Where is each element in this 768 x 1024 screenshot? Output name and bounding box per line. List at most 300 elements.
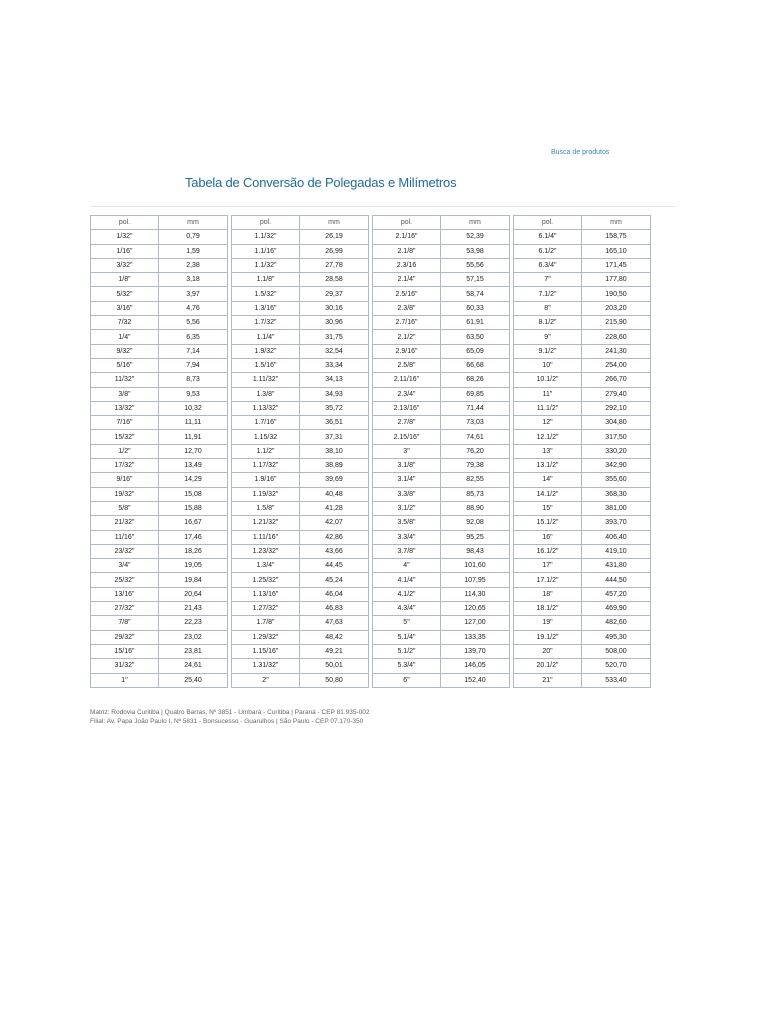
inch-cell: 13"	[514, 444, 582, 458]
table-row	[91, 516, 228, 530]
mm-cell: 44,45	[300, 559, 369, 573]
inch-cell: 1.1/32"	[232, 230, 300, 244]
mm-cell: 133,35	[441, 630, 510, 644]
mm-cell: 10,32	[159, 401, 228, 415]
table-row	[514, 401, 651, 415]
table-row	[232, 516, 369, 530]
table-row	[373, 387, 510, 401]
inch-cell: 1.11/16"	[232, 530, 300, 544]
mm-cell: 61,91	[441, 316, 510, 330]
column-header-inch: pol.	[373, 216, 441, 230]
divider	[90, 206, 676, 207]
mm-cell: 40,48	[300, 487, 369, 501]
table-row	[91, 644, 228, 658]
mm-cell: 28,58	[300, 273, 369, 287]
mm-cell: 2,38	[159, 258, 228, 272]
inch-cell: 4.1/4"	[373, 573, 441, 587]
table-header-row	[91, 216, 228, 230]
inch-cell: 5"	[373, 616, 441, 630]
table-row	[373, 602, 510, 616]
inch-cell: 1/8"	[91, 273, 159, 287]
mm-cell: 457,20	[582, 587, 651, 601]
table-row	[514, 444, 651, 458]
table-row	[514, 487, 651, 501]
table-header-row	[373, 216, 510, 230]
table-row	[373, 230, 510, 244]
table-row	[373, 573, 510, 587]
table-row	[91, 659, 228, 673]
table-row	[232, 544, 369, 558]
mm-cell: 50,80	[300, 673, 369, 688]
table-row	[514, 287, 651, 301]
conversion-table-2	[231, 215, 369, 688]
mm-cell: 508,00	[582, 644, 651, 658]
inch-cell: 7/16"	[91, 416, 159, 430]
mm-cell: 58,74	[441, 287, 510, 301]
inch-cell: 7/32	[91, 316, 159, 330]
table-row	[91, 430, 228, 444]
inch-cell: 7/8"	[91, 616, 159, 630]
inch-cell: 2.15/16"	[373, 430, 441, 444]
inch-cell: 23/32"	[91, 544, 159, 558]
mm-cell: 8,73	[159, 373, 228, 387]
inch-cell: 20"	[514, 644, 582, 658]
mm-cell: 18,26	[159, 544, 228, 558]
inch-cell: 6.1/4"	[514, 230, 582, 244]
inch-cell: 15"	[514, 501, 582, 515]
table-row	[232, 258, 369, 272]
mm-cell: 292,10	[582, 401, 651, 415]
mm-cell: 4,76	[159, 301, 228, 315]
inch-cell: 1.3/4"	[232, 559, 300, 573]
table-row	[373, 358, 510, 372]
mm-cell: 203,20	[582, 301, 651, 315]
mm-cell: 330,20	[582, 444, 651, 458]
mm-cell: 38,89	[300, 459, 369, 473]
mm-cell: 304,80	[582, 416, 651, 430]
mm-cell: 158,75	[582, 230, 651, 244]
inch-cell: 11"	[514, 387, 582, 401]
mm-cell: 85,73	[441, 487, 510, 501]
mm-cell: 12,70	[159, 444, 228, 458]
footer-line-matriz: Matriz: Rodovia Curitiba | Quatro Barras, Nº 3851 - Umbará - Curitiba | Paraná - CEP 81.935-002	[90, 709, 370, 716]
mm-cell: 73,03	[441, 416, 510, 430]
inch-cell: 1.29/32"	[232, 630, 300, 644]
table-row	[91, 487, 228, 501]
mm-cell: 60,33	[441, 301, 510, 315]
inch-cell: 3.1/8"	[373, 459, 441, 473]
inch-cell: 18"	[514, 587, 582, 601]
table-row	[373, 430, 510, 444]
mm-cell: 9,53	[159, 387, 228, 401]
mm-cell: 7,94	[159, 358, 228, 372]
mm-cell: 41,28	[300, 501, 369, 515]
table-row	[514, 301, 651, 315]
table-row	[232, 673, 369, 688]
table-row	[91, 273, 228, 287]
table-row	[514, 501, 651, 515]
inch-cell: 1.7/32"	[232, 316, 300, 330]
mm-cell: 37,31	[300, 430, 369, 444]
table-row	[91, 416, 228, 430]
mm-cell: 139,70	[441, 644, 510, 658]
table-row	[232, 530, 369, 544]
table-row	[232, 387, 369, 401]
table-row	[91, 616, 228, 630]
mm-cell: 190,50	[582, 287, 651, 301]
footer-address	[90, 708, 369, 726]
inch-cell: 2.7/16"	[373, 316, 441, 330]
inch-cell: 15/32"	[91, 430, 159, 444]
mm-cell: 146,05	[441, 659, 510, 673]
table-row	[232, 501, 369, 515]
column-header-mm: mm	[441, 216, 510, 230]
conversion-table-3	[372, 215, 510, 688]
table-row	[91, 459, 228, 473]
mm-cell: 495,30	[582, 630, 651, 644]
inch-cell: 1"	[91, 673, 159, 688]
inch-cell: 1/32"	[91, 230, 159, 244]
inch-cell: 19/32"	[91, 487, 159, 501]
mm-cell: 31,75	[300, 330, 369, 344]
table-row	[373, 373, 510, 387]
inch-cell: 16"	[514, 530, 582, 544]
conversion-table-4	[513, 215, 651, 688]
inch-cell: 9/16"	[91, 473, 159, 487]
mm-cell: 53,98	[441, 244, 510, 258]
inch-cell: 7"	[514, 273, 582, 287]
column-header-mm: mm	[159, 216, 228, 230]
table-row	[373, 544, 510, 558]
mm-cell: 49,21	[300, 644, 369, 658]
table-row	[232, 273, 369, 287]
inch-cell: 25/32"	[91, 573, 159, 587]
table-row	[373, 301, 510, 315]
table-row	[91, 401, 228, 415]
mm-cell: 25,40	[159, 673, 228, 688]
conversion-tables	[90, 215, 649, 688]
inch-cell: 20.1/2"	[514, 659, 582, 673]
table-row	[514, 530, 651, 544]
table-row	[373, 287, 510, 301]
table-row	[514, 230, 651, 244]
mm-cell: 22,23	[159, 616, 228, 630]
mm-cell: 533,40	[582, 673, 651, 688]
inch-cell: 1.7/16"	[232, 416, 300, 430]
table-row	[514, 244, 651, 258]
inch-cell: 6"	[373, 673, 441, 688]
mm-cell: 98,43	[441, 544, 510, 558]
table-row	[514, 387, 651, 401]
table-row	[232, 330, 369, 344]
table-row	[373, 644, 510, 658]
inch-cell: 3.3/8"	[373, 487, 441, 501]
column-header-inch: pol.	[514, 216, 582, 230]
mm-cell: 26,19	[300, 230, 369, 244]
mm-cell: 171,45	[582, 258, 651, 272]
table-row	[232, 244, 369, 258]
mm-cell: 7,14	[159, 344, 228, 358]
inch-cell: 31/32"	[91, 659, 159, 673]
mm-cell: 431,80	[582, 559, 651, 573]
table-row	[232, 430, 369, 444]
table-row	[373, 473, 510, 487]
inch-cell: 12.1/2"	[514, 430, 582, 444]
mm-cell: 52,39	[441, 230, 510, 244]
table-row	[91, 287, 228, 301]
mm-cell: 76,20	[441, 444, 510, 458]
inch-cell: 1.7/8"	[232, 616, 300, 630]
table-row	[514, 516, 651, 530]
mm-cell: 74,61	[441, 430, 510, 444]
table-row	[373, 316, 510, 330]
table-row	[232, 344, 369, 358]
inch-cell: 5/8"	[91, 501, 159, 515]
mm-cell: 279,40	[582, 387, 651, 401]
mm-cell: 82,55	[441, 473, 510, 487]
inch-cell: 1/4"	[91, 330, 159, 344]
mm-cell: 34,93	[300, 387, 369, 401]
inch-cell: 14.1/2"	[514, 487, 582, 501]
table-row	[232, 630, 369, 644]
mm-cell: 0,79	[159, 230, 228, 244]
mm-cell: 30,96	[300, 316, 369, 330]
mm-cell: 88,90	[441, 501, 510, 515]
table-row	[91, 373, 228, 387]
mm-cell: 228,60	[582, 330, 651, 344]
inch-cell: 2.1/4"	[373, 273, 441, 287]
inch-cell: 3.1/4"	[373, 473, 441, 487]
mm-cell: 469,90	[582, 602, 651, 616]
table-row	[373, 587, 510, 601]
mm-cell: 520,70	[582, 659, 651, 673]
mm-cell: 24,61	[159, 659, 228, 673]
table-row	[514, 587, 651, 601]
inch-cell: 3/16"	[91, 301, 159, 315]
mm-cell: 27,78	[300, 258, 369, 272]
inch-cell: 10"	[514, 358, 582, 372]
table-row	[514, 316, 651, 330]
table-row	[91, 501, 228, 515]
table-row	[373, 344, 510, 358]
table-row	[232, 373, 369, 387]
mm-cell: 6,35	[159, 330, 228, 344]
table-row	[514, 602, 651, 616]
mm-cell: 79,38	[441, 459, 510, 473]
table-row	[232, 644, 369, 658]
inch-cell: 2.9/16"	[373, 344, 441, 358]
inch-cell: 19"	[514, 616, 582, 630]
mm-cell: 42,07	[300, 516, 369, 530]
column-header-inch: pol.	[91, 216, 159, 230]
inch-cell: 2.1/2"	[373, 330, 441, 344]
inch-cell: 2.13/16"	[373, 401, 441, 415]
inch-cell: 5.3/4"	[373, 659, 441, 673]
table-row	[91, 358, 228, 372]
mm-cell: 381,00	[582, 501, 651, 515]
table-row	[514, 273, 651, 287]
inch-cell: 1.3/8"	[232, 387, 300, 401]
table-row	[373, 659, 510, 673]
table-row	[91, 530, 228, 544]
mm-cell: 30,16	[300, 301, 369, 315]
inch-cell: 29/32"	[91, 630, 159, 644]
inch-cell: 1.5/32"	[232, 287, 300, 301]
mm-cell: 444,50	[582, 573, 651, 587]
inch-cell: 5.1/2"	[373, 644, 441, 658]
table-row	[514, 659, 651, 673]
table-row	[514, 358, 651, 372]
inch-cell: 1/16"	[91, 244, 159, 258]
inch-cell: 15.1/2"	[514, 516, 582, 530]
inch-cell: 2.3/8"	[373, 301, 441, 315]
inch-cell: 1.25/32"	[232, 573, 300, 587]
column-header-mm: mm	[582, 216, 651, 230]
inch-cell: 6.1/2"	[514, 244, 582, 258]
search-products-link[interactable]: Busca de produtos	[551, 149, 610, 156]
inch-cell: 11/32"	[91, 373, 159, 387]
table-row	[232, 487, 369, 501]
table-row	[373, 616, 510, 630]
table-row	[232, 587, 369, 601]
mm-cell: 1,59	[159, 244, 228, 258]
inch-cell: 2.11/16"	[373, 373, 441, 387]
mm-cell: 43,66	[300, 544, 369, 558]
mm-cell: 38,10	[300, 444, 369, 458]
mm-cell: 50,01	[300, 659, 369, 673]
table-row	[514, 630, 651, 644]
inch-cell: 2.7/8"	[373, 416, 441, 430]
inch-cell: 1.1/4"	[232, 330, 300, 344]
inch-cell: 1.31/32"	[232, 659, 300, 673]
inch-cell: 21/32"	[91, 516, 159, 530]
table-row	[514, 430, 651, 444]
inch-cell: 1.1/8"	[232, 273, 300, 287]
mm-cell: 342,90	[582, 459, 651, 473]
table-row	[514, 330, 651, 344]
mm-cell: 107,95	[441, 573, 510, 587]
inch-cell: 18.1/2"	[514, 602, 582, 616]
mm-cell: 15,08	[159, 487, 228, 501]
table-row	[232, 416, 369, 430]
mm-cell: 48,42	[300, 630, 369, 644]
inch-cell: 13/16"	[91, 587, 159, 601]
inch-cell: 13/32"	[91, 401, 159, 415]
mm-cell: 23,81	[159, 644, 228, 658]
mm-cell: 101,60	[441, 559, 510, 573]
mm-cell: 26,99	[300, 244, 369, 258]
inch-cell: 6.3/4"	[514, 258, 582, 272]
inch-cell: 9/32"	[91, 344, 159, 358]
inch-cell: 19.1/2"	[514, 630, 582, 644]
inch-cell: 1.1/16"	[232, 244, 300, 258]
table-row	[373, 487, 510, 501]
table-row	[514, 573, 651, 587]
inch-cell: 1.13/32"	[232, 401, 300, 415]
table-row	[91, 258, 228, 272]
mm-cell: 393,70	[582, 516, 651, 530]
mm-cell: 5,56	[159, 316, 228, 330]
mm-cell: 65,09	[441, 344, 510, 358]
inch-cell: 3.7/8"	[373, 544, 441, 558]
inch-cell: 3.1/2"	[373, 501, 441, 515]
inch-cell: 2.1/8"	[373, 244, 441, 258]
inch-cell: 8.1/2"	[514, 316, 582, 330]
table-row	[373, 501, 510, 515]
mm-cell: 254,00	[582, 358, 651, 372]
inch-cell: 7.1/2"	[514, 287, 582, 301]
inch-cell: 4"	[373, 559, 441, 573]
inch-cell: 1.3/16"	[232, 301, 300, 315]
mm-cell: 15,88	[159, 501, 228, 515]
table-header-row	[232, 216, 369, 230]
table-row	[232, 459, 369, 473]
mm-cell: 177,80	[582, 273, 651, 287]
table-row	[514, 344, 651, 358]
mm-cell: 46,04	[300, 587, 369, 601]
table-row	[373, 444, 510, 458]
inch-cell: 1.23/32"	[232, 544, 300, 558]
inch-cell: 2.1/16"	[373, 230, 441, 244]
table-row	[373, 244, 510, 258]
table-row	[91, 344, 228, 358]
table-row	[232, 616, 369, 630]
mm-cell: 33,34	[300, 358, 369, 372]
table-row	[514, 673, 651, 688]
inch-cell: 3.5/8"	[373, 516, 441, 530]
table-row	[514, 544, 651, 558]
table-row	[91, 230, 228, 244]
inch-cell: 1.1/32"	[232, 258, 300, 272]
mm-cell: 46,83	[300, 602, 369, 616]
table-row	[232, 473, 369, 487]
table-row	[232, 401, 369, 415]
table-row	[91, 316, 228, 330]
mm-cell: 482,60	[582, 616, 651, 630]
table-row	[514, 258, 651, 272]
table-row	[91, 301, 228, 315]
mm-cell: 368,30	[582, 487, 651, 501]
inch-cell: 11.1/2"	[514, 401, 582, 415]
mm-cell: 241,30	[582, 344, 651, 358]
mm-cell: 16,67	[159, 516, 228, 530]
mm-cell: 152,40	[441, 673, 510, 688]
table-row	[373, 673, 510, 688]
inch-cell: 1.11/32"	[232, 373, 300, 387]
inch-cell: 12"	[514, 416, 582, 430]
inch-cell: 17/32"	[91, 459, 159, 473]
table-header-row	[514, 216, 651, 230]
table-row	[373, 516, 510, 530]
inch-cell: 14"	[514, 473, 582, 487]
mm-cell: 20,64	[159, 587, 228, 601]
table-row	[91, 387, 228, 401]
mm-cell: 29,37	[300, 287, 369, 301]
mm-cell: 215,90	[582, 316, 651, 330]
table-row	[232, 358, 369, 372]
table-row	[373, 258, 510, 272]
table-row	[91, 630, 228, 644]
table-row	[91, 573, 228, 587]
inch-cell: 1.5/8"	[232, 501, 300, 515]
inch-cell: 1.15/16"	[232, 644, 300, 658]
table-row	[514, 616, 651, 630]
inch-cell: 3/4"	[91, 559, 159, 573]
mm-cell: 69,85	[441, 387, 510, 401]
mm-cell: 120,65	[441, 602, 510, 616]
table-row	[91, 444, 228, 458]
inch-cell: 2.3/16	[373, 258, 441, 272]
